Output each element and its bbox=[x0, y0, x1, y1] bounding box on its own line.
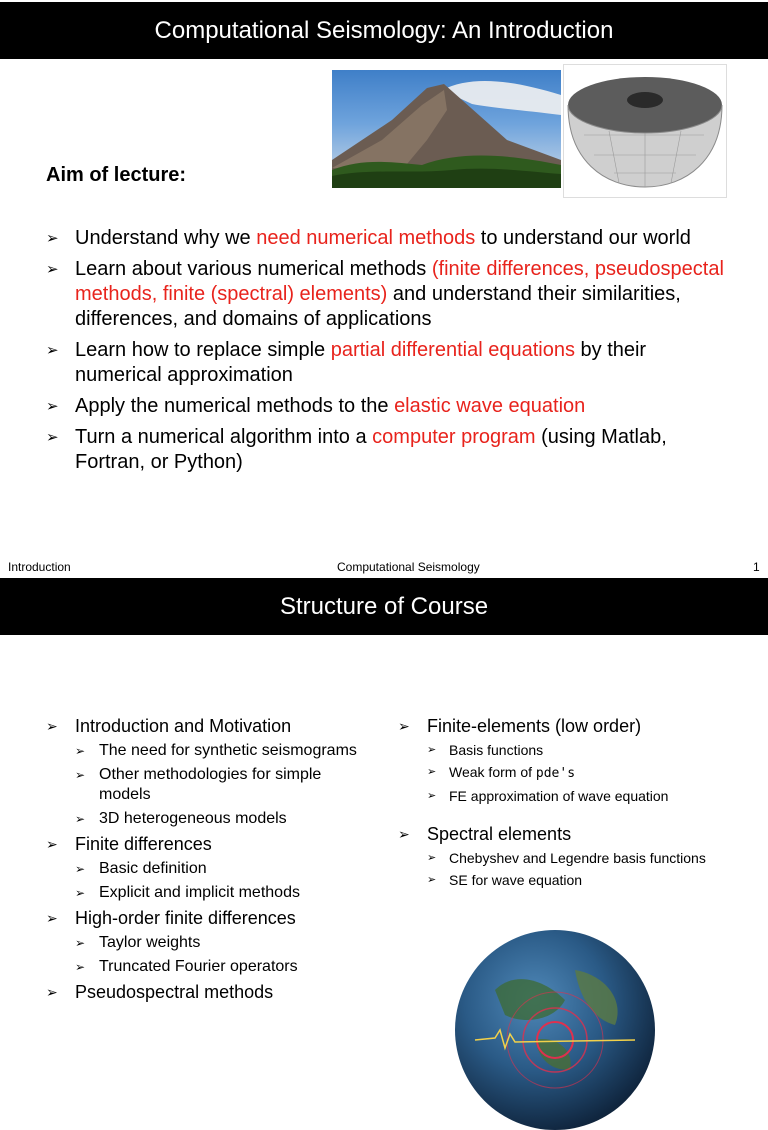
aim-bullet-list bbox=[46, 226, 726, 481]
list-item: ➢ Spectral elements ➢ Chebyshev and Legendre basis functions ➢ SE for wave equation bbox=[398, 823, 718, 889]
sub-list-item: ➢ The need for synthetic seismograms bbox=[75, 742, 357, 759]
course-left-column bbox=[46, 715, 376, 1007]
aim-heading: Aim of lecture: bbox=[46, 164, 187, 186]
arrowhead-bullet-icon: ➢ bbox=[75, 812, 86, 826]
list-item: ➢ Understand why we need numerical methods to understand our world bbox=[46, 227, 691, 249]
slide-1-title: Computational Seismology: An Introduction bbox=[154, 16, 614, 44]
slide-2-title-bar bbox=[0, 578, 768, 635]
sub-list-item: ➢ Explicit and implicit methods bbox=[75, 884, 300, 901]
course-right-column bbox=[398, 715, 718, 893]
arrowhead-bullet-icon: ➢ bbox=[427, 874, 437, 886]
sub-list-item: ➢ Chebyshev and Legendre basis functions bbox=[427, 850, 706, 866]
arrowhead-bullet-icon: ➢ bbox=[75, 862, 86, 876]
arrowhead-bullet-icon: ➢ bbox=[398, 718, 410, 734]
arrowhead-bullet-icon: ➢ bbox=[427, 766, 437, 778]
sub-list-item: ➢ Truncated Fourier operators bbox=[75, 958, 298, 975]
arrowhead-bullet-icon: ➢ bbox=[427, 790, 437, 802]
slide-1-title-bar bbox=[0, 2, 768, 59]
arrowhead-bullet-icon: ➢ bbox=[398, 826, 410, 842]
list-item: ➢ Learn how to replace simple partial differential equations by their numerical approximation bbox=[46, 339, 647, 386]
list-item: ➢ Finite-elements (low order) ➢ Basis functions ➢ Weak form of pde's ➢ FE approximation of wave equation bbox=[398, 715, 718, 805]
sub-list-item: ➢ 3D heterogeneous models bbox=[75, 810, 287, 827]
footer-center: Computational Seismology bbox=[337, 560, 480, 574]
arrowhead-bullet-icon: ➢ bbox=[46, 910, 58, 926]
sub-list-item: ➢ Basis functions bbox=[427, 742, 544, 758]
slide-2-title: Structure of Course bbox=[279, 592, 489, 620]
arrowhead-bullet-icon: ➢ bbox=[75, 936, 86, 950]
list-item: ➢ High-order finite differences ➢ Taylor weights ➢ Truncated Fourier operators bbox=[46, 907, 376, 977]
arrowhead-bullet-icon: ➢ bbox=[46, 342, 59, 359]
arrowhead-bullet-icon: ➢ bbox=[75, 744, 86, 758]
globe-seismic-waves-image bbox=[455, 930, 655, 1130]
sub-list-item: ➢ SE for wave equation bbox=[427, 872, 583, 888]
arrowhead-bullet-icon: ➢ bbox=[46, 836, 58, 852]
arrowhead-bullet-icon: ➢ bbox=[46, 230, 59, 247]
earth-mesh-hemisphere-image bbox=[563, 64, 727, 198]
arrowhead-bullet-icon: ➢ bbox=[427, 852, 437, 864]
list-item: ➢ Learn about various numerical methods (finite differences, pseudospectal methods, finite (spectral) elements) and understand their similarities, differences, and domains of applications bbox=[46, 258, 724, 330]
list-item: ➢ Finite differences ➢ Basic definition ➢ Explicit and implicit methods bbox=[46, 833, 376, 903]
sub-list-item: ➢ Weak form of pde's bbox=[427, 764, 576, 781]
arrowhead-bullet-icon: ➢ bbox=[75, 960, 86, 974]
arrowhead-bullet-icon: ➢ bbox=[427, 744, 437, 756]
arrowhead-bullet-icon: ➢ bbox=[46, 984, 58, 1000]
sub-list-item: ➢ Taylor weights bbox=[75, 934, 201, 951]
arrowhead-bullet-icon: ➢ bbox=[75, 886, 86, 900]
list-item: ➢ Pseudospectral methods bbox=[46, 982, 274, 1002]
sub-list-item: ➢ FE approximation of wave equation bbox=[427, 788, 669, 804]
list-item: ➢ Introduction and Motivation ➢ The need for synthetic seismograms ➢ Other methodologies for simple models ➢ 3D heterogeneous models bbox=[46, 715, 376, 829]
list-item: ➢ Apply the numerical methods to the elastic wave equation bbox=[46, 395, 586, 417]
footer-left: Introduction bbox=[8, 560, 71, 574]
list-item: ➢ Turn a numerical algorithm into a computer program (using Matlab, Fortran, or Python) bbox=[46, 426, 667, 473]
sub-list-item: ➢ Basic definition bbox=[75, 860, 207, 877]
sub-list-item: ➢ Other methodologies for simple models bbox=[75, 766, 322, 803]
arrowhead-bullet-icon: ➢ bbox=[75, 768, 86, 782]
arrowhead-bullet-icon: ➢ bbox=[46, 261, 59, 278]
arrowhead-bullet-icon: ➢ bbox=[46, 398, 59, 415]
arrowhead-bullet-icon: ➢ bbox=[46, 718, 58, 734]
page-number: 1 bbox=[753, 560, 760, 574]
volcano-photo bbox=[332, 70, 561, 188]
arrowhead-bullet-icon: ➢ bbox=[46, 429, 59, 446]
